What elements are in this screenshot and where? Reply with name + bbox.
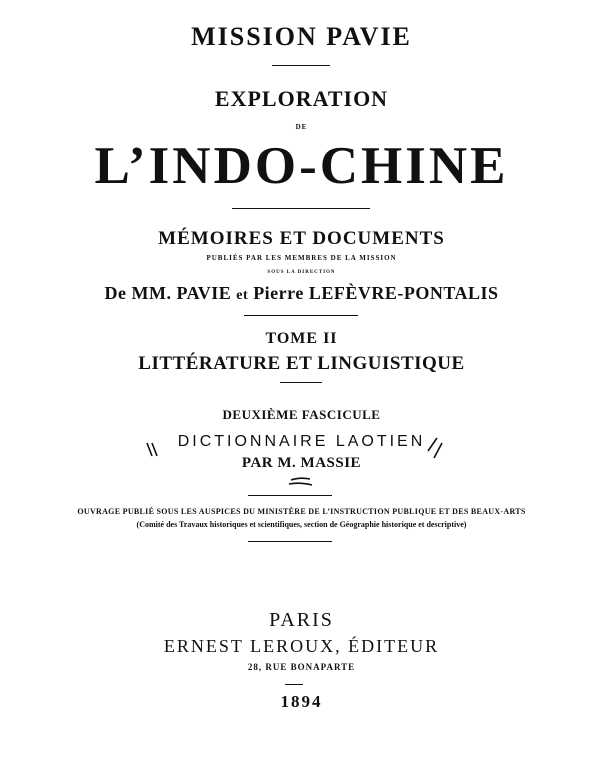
tome-label: TOME II <box>265 330 338 347</box>
direction-de: De <box>104 283 127 303</box>
city: PARIS <box>269 609 334 631</box>
dictionary-title: DICTIONNAIRE LAOTIEN <box>177 433 426 450</box>
publisher: ERNEST LEROUX, ÉDITEUR <box>163 636 440 656</box>
sous-direction-line: SOUS LA DIRECTION <box>267 270 336 275</box>
publies-line: PUBLIÉS PAR LES MEMBRES DE LA MISSION <box>206 254 397 262</box>
comite-line: (Comité des Travaux historiques et scientifiques, section de Géographie historique et descriptive) <box>136 520 467 529</box>
series-title: MISSION PAVIE <box>191 22 412 51</box>
direction-pierre: Pierre <box>253 283 304 303</box>
direction-mm: MM. PAVIE <box>131 283 232 303</box>
fascicule-label: DEUXIÈME FASCICULE <box>222 407 381 422</box>
volume-title: LITTÉRATURE ET LINGUISTIQUE <box>138 353 465 374</box>
year: 1894 <box>280 692 323 711</box>
rule-5 <box>248 495 332 496</box>
exploration-heading: EXPLORATION <box>214 86 389 111</box>
rule-6 <box>248 541 332 542</box>
address: 28, RUE BONAPARTE <box>247 662 356 672</box>
direction-et: et <box>236 288 249 303</box>
author-line: PAR M. MASSIE <box>241 455 362 471</box>
direction-lefevre: LEFÈVRE-PONTALIS <box>308 283 499 303</box>
main-title: L’INDO-CHINE <box>94 137 509 195</box>
de-label: DE <box>295 123 308 131</box>
rule-7 <box>285 684 303 685</box>
ouvrage-line: OUVRAGE PUBLIÉ SOUS LES AUSPICES DU MINISTÈRE DE L’INSTRUCTION PUBLIQUE ET DES BEAUX-ARTS <box>77 507 526 516</box>
subtitle: MÉMOIRES ET DOCUMENTS <box>158 228 445 249</box>
